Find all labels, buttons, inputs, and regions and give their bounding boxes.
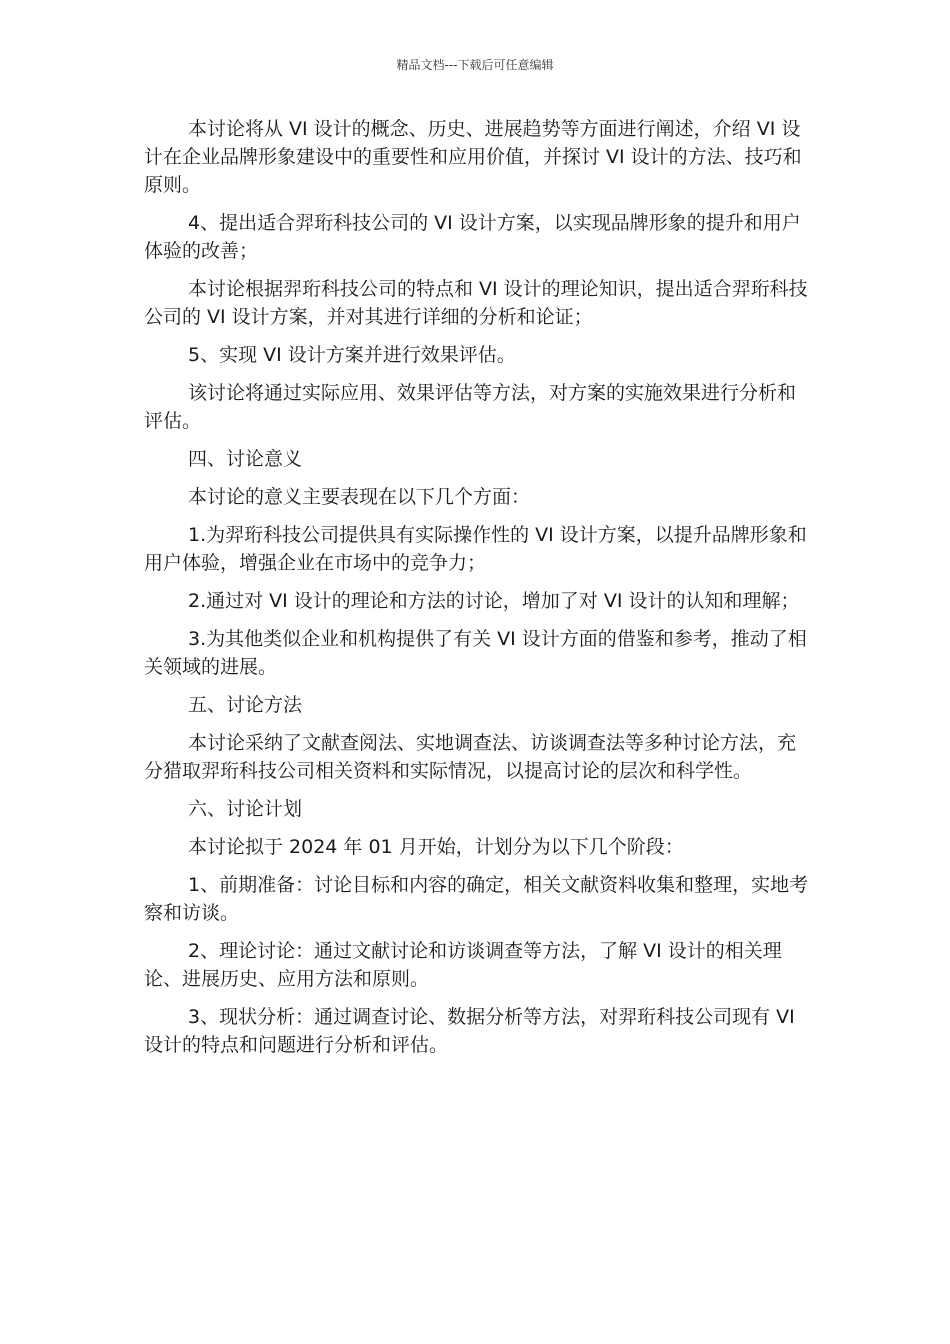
paragraph-item-4: 4、提出适合羿珩科技公司的 VI 设计方案，以实现品牌形象的提升和用户体验的改善； (144, 212, 801, 262)
paragraph-methods: 本讨论采纳了文献查阅法、实地调查法、访谈调查法等多种讨论方法，充分猎取羿珩科技公司相关资料和实际情况，以提高讨论的层次和科学性。 (144, 732, 797, 782)
paragraph-item-4-detail: 本讨论根据羿珩科技公司的特点和 VI 设计的理论知识，提出适合羿珩科技公司的 VI 设计方案，并对其进行详细的分析和论证； (144, 278, 808, 328)
section-heading-plan: 六、讨论计划 (188, 798, 303, 820)
paragraph-item-5-detail: 该讨论将通过实际应用、效果评估等方法，对方案的实施效果进行分析和评估。 (144, 382, 797, 432)
paragraph-plan-stage-1: 1、前期准备：讨论目标和内容的确定，相关文献资料收集和整理，实地考察和访谈。 (144, 874, 809, 924)
paragraph-significance-3: 3.为其他类似企业和机构提供了有关 VI 设计方面的借鉴和参考，推动了相关领域的进展。 (144, 628, 807, 678)
section-heading-methods: 五、讨论方法 (188, 694, 303, 716)
paragraph-intro-review: 本讨论将从 VI 设计的概念、历史、进展趋势等方面进行阐述，介绍 VI 设计在企业品牌形象建设中的重要性和应用价值，并探讨 VI 设计的方法、技巧和原则。 (144, 118, 802, 196)
page-header: 精品文档---下载后可任意编辑 (396, 58, 554, 72)
document-body (144, 115, 812, 1069)
paragraph-plan-intro: 本讨论拟于 2024 年 01 月开始，计划分为以下几个阶段： (188, 836, 684, 858)
paragraph-plan-stage-3: 3、现状分析：通过调查讨论、数据分析等方法，对羿珩科技公司现有 VI 设计的特点和问题进行分析和评估。 (144, 1006, 795, 1056)
paragraph-plan-stage-2: 2、理论讨论：通过文献讨论和访谈调查等方法，了解 VI 设计的相关理论、进展历史、应用方法和原则。 (144, 940, 782, 990)
paragraph-item-5: 5、实现 VI 设计方案并进行效果评估。 (188, 344, 516, 366)
paragraph-significance-intro: 本讨论的意义主要表现在以下几个方面： (188, 486, 531, 508)
paragraph-significance-2: 2.通过对 VI 设计的理论和方法的讨论，增加了对 VI 设计的认知和理解； (188, 590, 800, 612)
paragraph-significance-1: 1.为羿珩科技公司提供具有实际操作性的 VI 设计方案，以提升品牌形象和用户体验，增强企业在市场中的竞争力； (144, 524, 807, 574)
section-heading-significance: 四、讨论意义 (188, 448, 303, 470)
